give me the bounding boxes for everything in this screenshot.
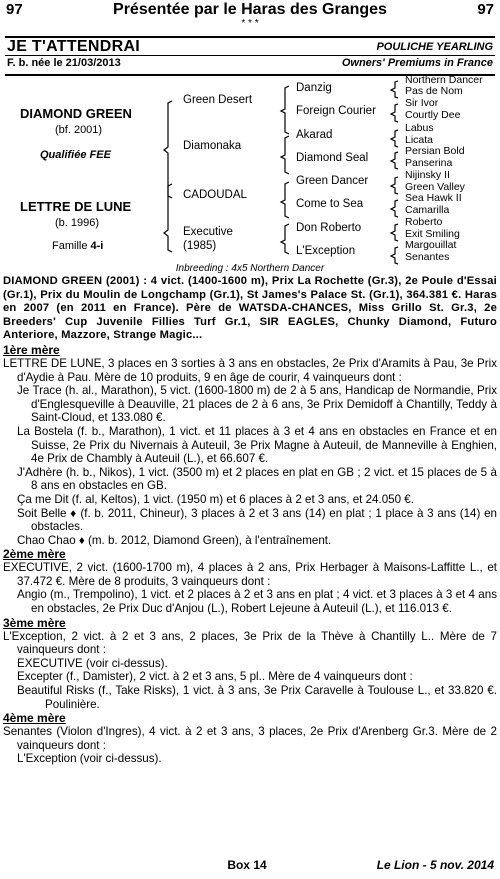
dam-record: L'Exception, 2 vict. à 2 et 3 ans, 2 places, 3e Prix de la Thève à Chantilly L.. Mère de 7 vainqueurs dont :	[3, 629, 497, 657]
pedigree-g3: Akarad	[296, 129, 333, 141]
inbreeding-note: Inbreeding : 4x5 Northern Dancer	[175, 263, 325, 274]
produce-record: EXECUTIVE (voir ci-dessus).	[17, 656, 168, 670]
section-title-second-dam: 2ème mère	[3, 547, 66, 562]
section-title-third-dam: 3ème mère	[3, 615, 66, 630]
box-number: Box 14	[227, 858, 267, 872]
page-header	[6, 0, 494, 29]
horse-birth: F. b. née le 21/03/2013	[7, 57, 121, 69]
pedigree-g3: Don Roberto	[296, 222, 362, 234]
pedigree-g3: L'Exception	[296, 245, 356, 257]
pedigree-g4: Persian Bold	[405, 145, 465, 157]
produce-record: Beautiful Risks (f., Take Risks), 1 vict. à 3 ans, 3e Prix Caravelle à Toulouse L., et 33.820 €. Poulinière.	[17, 684, 497, 711]
produce-record: Je Trace (h. al., Marathon), 5 vict. (1600-1800 m) de 2 à 5 ans, Handicap de Normandie, Prix d'Englesqueville à Deauville, 21 places de 2 à 6 ans, 3e Prix Demidoff à Chantilly, Teddy à Saint-Cloud, et 133.080 €.	[17, 384, 497, 425]
pedigree-g2: (1985)	[183, 240, 217, 252]
produce-record: Soit Belle ♦ (f. b. 2011, Chineur), 3 places à 2 et 3 ans (14) en plat ; 1 place à 3 ans (14) en obstacles.	[17, 506, 497, 534]
sire-name: DIAMOND GREEN	[20, 106, 132, 121]
sire-note: Qualifiée FEE	[40, 149, 111, 161]
separator-stars: * * *	[241, 18, 259, 29]
dam-record: LETTRE DE LUNE, 3 places en 3 sorties à 3 ans en obstacles, 2e Prix d'Aramits à Pau, 3e Prix d'Aydie à Pau. Mère de 10 produits, 9 en âge de courir, 4 vainqueurs dont :	[3, 356, 497, 384]
dam-record: Senantes (Violon d'Ingres), 4 vict. à 2 et 3 ans, 3 places, 2e Prix d'Arenberg Gr.3. Mère de 2 vainqueurs dont :	[3, 725, 497, 752]
pedigree-g4: Exit Smiling	[405, 228, 460, 240]
pedigree-g4: Sea Hawk II	[405, 192, 462, 204]
horse-sex: POULICHE YEARLING	[376, 41, 493, 53]
sale-date: Le Lion - 5 nov. 2014	[376, 858, 494, 872]
pedigree-g3: Danzig	[296, 82, 332, 94]
produce-record: Angio (m., Trempolino), 1 vict. et 2 places à 2 et 3 ans en plat ; 4 vict. et 3 places à 3 et 4 ans en obstacles, 2e Prix Duc d'Anjou (L.), Robert Lejeune à Auteuil (L.), et 116.013 €.	[17, 588, 497, 616]
dam-info: (b. 1996)	[55, 217, 100, 229]
pedigree-g2: CADOUDAL	[183, 189, 247, 201]
pedigree-g4: Roberto	[405, 216, 443, 228]
lot-number-left: 97	[6, 1, 23, 18]
produce-record: Excepter (f., Damister), 2 vict. à 2 et 3 ans, 5 pl.. Mère de 4 vainqueurs dont :	[17, 670, 413, 684]
pedigree-g4: Northern Dancer	[405, 74, 483, 86]
pedigree-g3: Come to Sea	[296, 198, 364, 210]
pedigree-g4: Senantes	[405, 251, 450, 263]
pedigree-g4: Licata	[405, 134, 434, 146]
produce-record: Ça me Dit (f. al, Keltos), 1 vict. (1950 m) et 6 places à 2 et 3 ans, et 24.050 €.	[17, 492, 414, 506]
pedigree-g2: Executive	[183, 226, 233, 238]
pedigree-g4: Sir Ivor	[405, 97, 439, 109]
catalogue-text	[3, 275, 497, 766]
pedigree-g4: Labus	[405, 122, 434, 134]
dam-name: LETTRE DE LUNE	[20, 199, 132, 214]
pedigree-g4: Panserina	[405, 157, 453, 169]
lot-number-right: 97	[477, 1, 494, 18]
pedigree-g4: Pas de Nom	[405, 85, 463, 97]
dam-record: EXECUTIVE, 2 vict. (1600-1700 m), 4 places à 2 ans, Prix Herbager à Maisons-Laffitte L., et 37.472 €. Mère de 8 produits, 3 vainqueurs dont :	[3, 561, 497, 588]
sire-info: (bf. 2001)	[55, 124, 103, 136]
pedigree-g4: Nijinsky II	[405, 169, 450, 181]
pedigree-g3: Diamond Seal	[296, 152, 369, 164]
produce-record: J'Adhère (h. b., Nikos), 1 vict. (3500 m) et 2 places en plat en GB ; 2 vict. et 15 places de 5 à 8 ans en obstacles en GB.	[17, 465, 497, 493]
pedigree-g2: Green Desert	[183, 94, 253, 106]
owners-premiums: Owners' Premiums in France	[341, 57, 493, 69]
horse-identity-box	[5, 36, 495, 76]
pedigree-g3: Foreign Courier	[296, 105, 376, 117]
page-title: Présentée par le Haras des Granges	[113, 1, 387, 18]
pedigree-g4: Green Valley	[405, 181, 465, 193]
section-title-fourth-dam: 4ème mère	[3, 711, 66, 726]
pedigree-g4: Courtly Dee	[405, 109, 461, 121]
pedigree-g2: Diamonaka	[183, 140, 242, 152]
page-footer	[0, 858, 494, 876]
pedigree-table	[0, 72, 500, 282]
produce-record: La Bostela (f. b., Marathon), 1 vict. et 11 places à 3 et 4 ans en obstacles en France et en Suisse, 2e Prix du Nivernais à Auteuil, 3e Prix Magne à Auteuil, de Manneville à Enghien, 4e Prix de Chambly à Auteuil (L.), et 66.607 €.	[17, 424, 497, 466]
section-title-first-dam: 1ère mère	[3, 342, 60, 357]
pedigree-g3: Green Dancer	[296, 175, 369, 187]
produce-record: L'Exception (voir ci-dessus).	[17, 752, 162, 766]
produce-record: Chao Chao ♦ (m. b. 2012, Diamond Green), à l'entraînement.	[17, 533, 332, 547]
pedigree-g4: Camarilla	[405, 204, 450, 216]
dam-family: Famille 4-i	[52, 240, 104, 252]
sire-record: DIAMOND GREEN (2001) : 4 vict. (1400-1600 m), Prix La Rochette (Gr.3), 2e Poule d'Essai (Gr.1), Prix du Moulin de Longchamp (Gr.1), St James's Palace St. (Gr.1), 364.381 €. Haras en 2007 (en 2011 en France). Père de WATSDA-CHANCES, Miss Grillo St. Gr.3, 2e Breeders' Cup Juvenile Fillies Turf Gr.1, SIR EAGLES, Chunky Diamond, Futuro Anteriore, Mazzore, Strange Magic...	[3, 275, 497, 342]
pedigree-g4: Margouillat	[405, 239, 457, 251]
horse-name: JE T'ATTENDRAI	[7, 38, 141, 55]
